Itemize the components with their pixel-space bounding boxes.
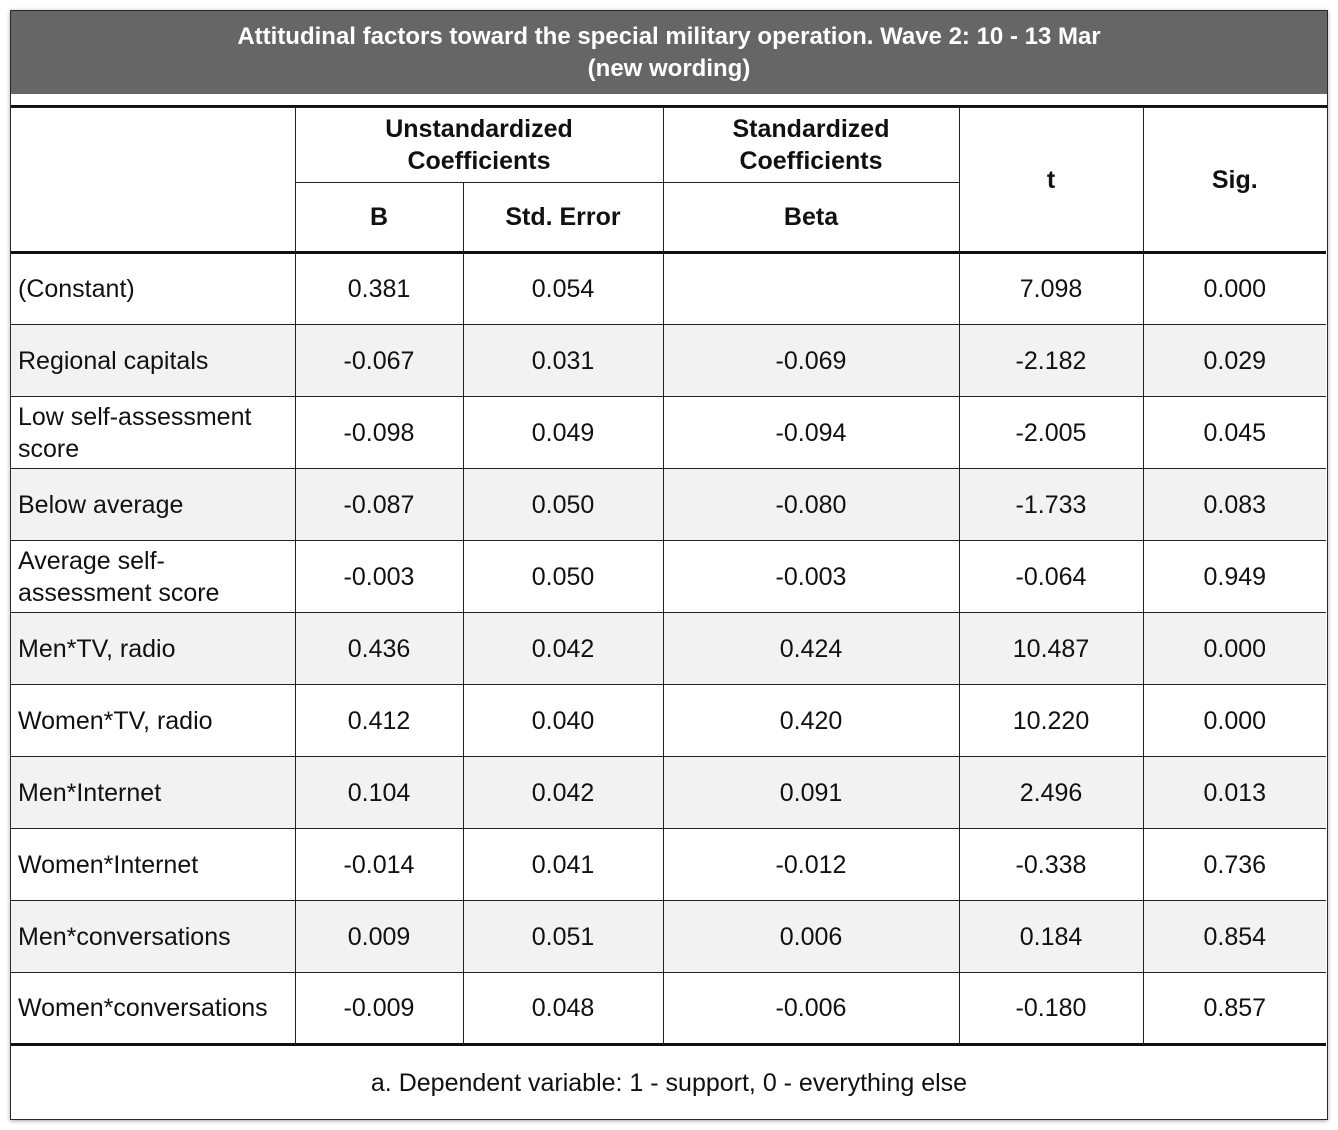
row-label: Women*TV, radio <box>11 685 295 757</box>
row-label: Men*Internet <box>11 757 295 829</box>
table-row <box>11 973 1326 1045</box>
coef-beta <box>663 253 959 325</box>
table-row <box>11 757 1326 829</box>
coef-b: -0.087 <box>295 469 463 541</box>
coef-b: -0.067 <box>295 325 463 397</box>
coef-std-error: 0.050 <box>463 541 663 613</box>
coef-b: -0.009 <box>295 973 463 1045</box>
coef-b: 0.436 <box>295 613 463 685</box>
coef-std-error: 0.042 <box>463 613 663 685</box>
coef-std-error: 0.031 <box>463 325 663 397</box>
row-label: Average self-assessment score <box>11 541 295 613</box>
coef-t: 7.098 <box>959 253 1143 325</box>
coef-t: -1.733 <box>959 469 1143 541</box>
coef-beta: -0.012 <box>663 829 959 901</box>
coef-b: 0.104 <box>295 757 463 829</box>
coef-t: -0.180 <box>959 973 1143 1045</box>
coef-t: -0.064 <box>959 541 1143 613</box>
coef-std-error: 0.049 <box>463 397 663 469</box>
coef-t: 0.184 <box>959 901 1143 973</box>
coef-sig: 0.000 <box>1143 613 1326 685</box>
coef-sig: 0.029 <box>1143 325 1326 397</box>
header-std-error: Std. Error <box>463 183 663 253</box>
coef-beta: 0.006 <box>663 901 959 973</box>
coef-beta: -0.006 <box>663 973 959 1045</box>
coef-beta: 0.091 <box>663 757 959 829</box>
table-title-line2: (new wording) <box>587 55 751 82</box>
row-label: Regional capitals <box>11 325 295 397</box>
coef-b: 0.009 <box>295 901 463 973</box>
coef-beta: -0.094 <box>663 397 959 469</box>
row-label: Women*Internet <box>11 829 295 901</box>
coef-b: 0.412 <box>295 685 463 757</box>
header-t: t <box>959 108 1143 253</box>
table-footnote: a. Dependent variable: 1 - support, 0 - everything else <box>370 1069 968 1097</box>
coef-sig: 0.083 <box>1143 469 1326 541</box>
table-row <box>11 829 1326 901</box>
coef-std-error: 0.050 <box>463 469 663 541</box>
coef-beta: -0.003 <box>663 541 959 613</box>
coef-std-error: 0.040 <box>463 685 663 757</box>
coef-t: 10.220 <box>959 685 1143 757</box>
coef-beta: -0.069 <box>663 325 959 397</box>
row-label: Low self-assessment score <box>11 397 295 469</box>
coef-beta: 0.420 <box>663 685 959 757</box>
coef-std-error: 0.041 <box>463 829 663 901</box>
header-b: B <box>295 183 463 253</box>
coef-std-error: 0.048 <box>463 973 663 1045</box>
coef-t: -0.338 <box>959 829 1143 901</box>
table-title <box>11 11 1327 94</box>
coef-std-error: 0.042 <box>463 757 663 829</box>
coef-t: -2.005 <box>959 397 1143 469</box>
regression-table-card <box>10 10 1328 1120</box>
coefficients-table <box>11 107 1326 1046</box>
header-standardized: Standardized Coefficients <box>663 108 959 183</box>
coef-sig: 0.854 <box>1143 901 1326 973</box>
row-label: Below average <box>11 469 295 541</box>
coef-std-error: 0.051 <box>463 901 663 973</box>
table-row <box>11 685 1326 757</box>
coef-sig: 0.857 <box>1143 973 1326 1045</box>
table-row <box>11 541 1326 613</box>
coef-sig: 0.045 <box>1143 397 1326 469</box>
table-row <box>11 613 1326 685</box>
table-row <box>11 253 1326 325</box>
table-row <box>11 325 1326 397</box>
table-row <box>11 397 1326 469</box>
row-label: (Constant) <box>11 253 295 325</box>
header-unstandardized: Unstandardized Coefficients <box>295 108 663 183</box>
row-label: Women*conversations <box>11 973 295 1045</box>
table-row <box>11 469 1326 541</box>
header-beta: Beta <box>663 183 959 253</box>
row-label: Men*TV, radio <box>11 613 295 685</box>
table-body <box>11 253 1326 1045</box>
coef-b: -0.098 <box>295 397 463 469</box>
coef-b: -0.003 <box>295 541 463 613</box>
coef-t: -2.182 <box>959 325 1143 397</box>
coef-t: 2.496 <box>959 757 1143 829</box>
header-sig: Sig. <box>1143 108 1326 253</box>
table-title-line1: Attitudinal factors toward the special military operation. Wave 2: 10 - 13 Mar <box>237 23 1101 50</box>
coef-beta: 0.424 <box>663 613 959 685</box>
coef-sig: 0.000 <box>1143 253 1326 325</box>
coef-sig: 0.000 <box>1143 685 1326 757</box>
coef-sig: 0.736 <box>1143 829 1326 901</box>
header-blank <box>11 108 295 253</box>
coef-sig: 0.013 <box>1143 757 1326 829</box>
coef-t: 10.487 <box>959 613 1143 685</box>
coef-std-error: 0.054 <box>463 253 663 325</box>
row-label: Men*conversations <box>11 901 295 973</box>
table-row <box>11 901 1326 973</box>
coef-beta: -0.080 <box>663 469 959 541</box>
coef-b: -0.014 <box>295 829 463 901</box>
coef-sig: 0.949 <box>1143 541 1326 613</box>
coef-b: 0.381 <box>295 253 463 325</box>
